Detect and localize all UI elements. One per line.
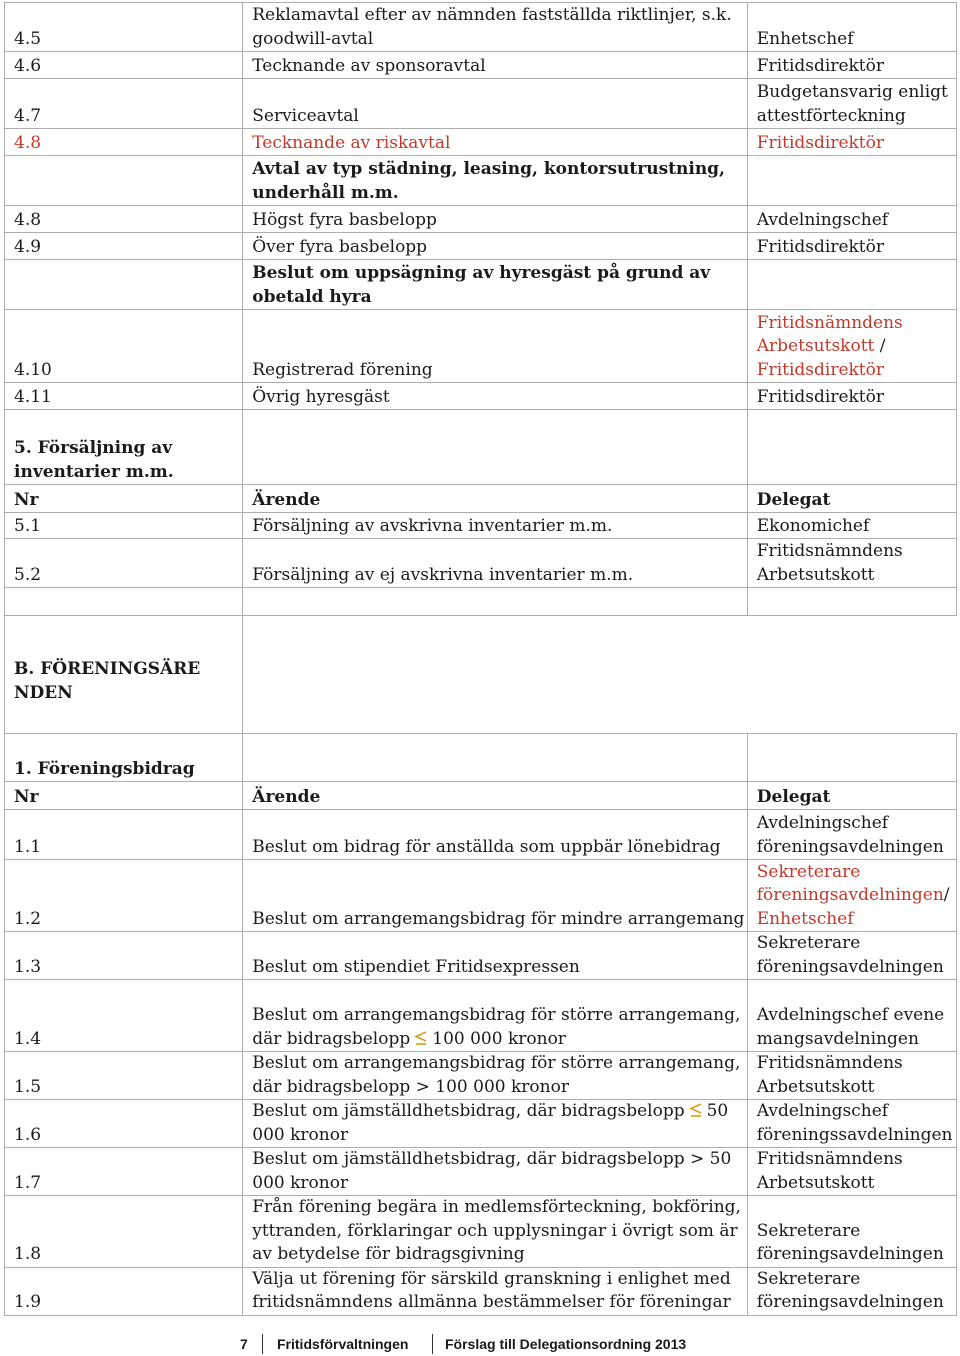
row-delegat: Fritidsdirektör [747, 233, 956, 260]
row-arende: Beslut om arrangemangsbidrag för större arrangemang, där bidragsbelopp > 100 000 kronor [243, 1052, 748, 1100]
table-row [5, 810, 957, 860]
row-delegat: Fritidsdirektör [747, 129, 956, 156]
table-row [5, 52, 957, 79]
table-row [5, 513, 957, 539]
header-nr: Nr [5, 485, 243, 513]
row-nr: 1.6 [5, 1100, 243, 1148]
row-arende: Serviceavtal [243, 79, 748, 129]
table-header-row [5, 485, 957, 513]
row-delegat: Fritidsdirektör [747, 383, 956, 410]
table-row [5, 860, 957, 932]
delegat-part: Sekreterare föreningsavdelningen [756, 861, 944, 905]
row-delegat: Sekreterare föreningsavdelningen [747, 1267, 956, 1315]
footer-org: Fritidsförvaltningen [277, 1336, 409, 1352]
row-nr: 4.9 [5, 233, 243, 260]
arende-text: Beslut om jämställdhetsbidrag, där bidragsbelopp [252, 1101, 685, 1121]
footer-divider [262, 1334, 263, 1354]
table-row [5, 1148, 957, 1196]
row-nr: 4.11 [5, 383, 243, 410]
row-delegat: Sekreterare föreningsavdelningen [747, 932, 956, 980]
less-than-or-equal-icon [689, 1102, 703, 1118]
row-arende: Beslut om stipendiet Fritidsexpressen [243, 932, 748, 980]
header-nr: Nr [5, 782, 243, 810]
delegat-part: Fritidsdirektör [756, 359, 884, 380]
row-delegat: Avdelningschef föreningssavdelningen [747, 1100, 956, 1148]
row-nr: 1.4 [5, 980, 243, 1052]
row-nr: 1.7 [5, 1148, 243, 1196]
page-number: 7 [240, 1336, 248, 1352]
delegat-separator: / [943, 885, 950, 905]
footer-divider [432, 1334, 433, 1354]
row-arende: Registrerad förening [243, 310, 748, 383]
row-nr: 4.8 [5, 206, 243, 233]
section-title: 1. Föreningsbidrag [5, 734, 243, 782]
row-arende: Från förening begära in medlemsförteckning, bokföring, yttranden, förklaringar och upplysningar i övrigt som är av betydelse för bidragsgivning [243, 1196, 748, 1268]
row-nr: 4.10 [5, 310, 243, 383]
less-than-or-equal-icon [414, 1030, 428, 1046]
arende-text: Beslut om arrangemangsbidrag för större arrangemang, där bidragsbelopp [252, 1005, 741, 1049]
section-title: B. FÖRENINGSÄRE NDEN [5, 616, 243, 734]
table-subhead-row [5, 260, 957, 310]
header-arende: Ärende [243, 782, 748, 810]
table-row [5, 932, 957, 980]
footer-doc-title: Förslag till Delegationsordning 2013 [445, 1336, 687, 1352]
arende-amount: 50 000 kronor [252, 1101, 729, 1145]
row-delegat: Fritidsnämndens Arbetsutskott [747, 1052, 956, 1100]
row-arende: Över fyra basbelopp [243, 233, 748, 260]
row-delegat: Sekreterare föreningsavdelningen [747, 1196, 956, 1268]
row-nr: 1.1 [5, 810, 243, 860]
section-title-row [5, 616, 957, 734]
subhead-text: Beslut om uppsägning av hyresgäst på grund av obetald hyra [243, 260, 748, 310]
row-nr: 1.3 [5, 932, 243, 980]
row-nr: 4.5 [5, 3, 243, 52]
row-nr: 4.7 [5, 79, 243, 129]
row-arende: Reklamavtal efter av nämnden fastställda riktlinjer, s.k. goodwill-avtal [243, 3, 748, 52]
row-arende: Välja ut förening för särskild granskning i enlighet med fritidsnämndens allmänna bestämmelser för föreningar [243, 1267, 748, 1315]
header-arende: Ärende [243, 485, 748, 513]
row-nr: 5.1 [5, 513, 243, 539]
section-title-row [5, 734, 957, 782]
table-row [5, 539, 957, 588]
row-arende: Försäljning av avskrivna inventarier m.m. [243, 513, 748, 539]
header-delegat: Delegat [747, 782, 956, 810]
row-arende: Övrig hyresgäst [243, 383, 748, 410]
row-nr: 4.6 [5, 52, 243, 79]
table-row [5, 1267, 957, 1315]
table-row [5, 383, 957, 410]
row-delegat: Enhetschef [747, 3, 956, 52]
delegat-separator: / [874, 336, 886, 356]
row-arende: Beslut om bidrag för anställda som uppbär lönebidrag [243, 810, 748, 860]
arende-amount: 100 000 kronor [432, 1028, 566, 1049]
row-delegat [747, 860, 956, 932]
header-delegat: Delegat [747, 485, 956, 513]
table-row [5, 980, 957, 1052]
empty-row [5, 588, 957, 616]
subhead-text: Avtal av typ städning, leasing, kontorsutrustning, underhåll m.m. [243, 156, 748, 206]
delegat-part: Enhetschef [756, 908, 854, 929]
table-row [5, 3, 957, 52]
row-delegat: Ekonomichef [747, 513, 956, 539]
row-nr: 1.5 [5, 1052, 243, 1100]
row-delegat: Avdelningschef [747, 206, 956, 233]
page-footer [0, 1334, 960, 1356]
table-row [5, 233, 957, 260]
row-arende: Tecknande av sponsoravtal [243, 52, 748, 79]
row-nr: 1.2 [5, 860, 243, 932]
table-row [5, 1196, 957, 1268]
row-nr: 1.8 [5, 1196, 243, 1268]
row-arende: Beslut om jämställdhetsbidrag, där bidragsbelopp > 50 000 kronor [243, 1148, 748, 1196]
row-nr: 5.2 [5, 539, 243, 588]
row-delegat: Budgetansvarig enligt attestförteckning [747, 79, 956, 129]
table-subhead-row [5, 156, 957, 206]
row-arende: Tecknande av riskavtal [243, 129, 748, 156]
row-arende [243, 980, 748, 1052]
table-header-row [5, 782, 957, 810]
row-arende [243, 1100, 748, 1148]
row-arende: Beslut om arrangemangsbidrag för mindre arrangemang [243, 860, 748, 932]
row-delegat: Fritidsnämndens Arbetsutskott [747, 1148, 956, 1196]
row-delegat: Fritidsdirektör [747, 52, 956, 79]
table-row [5, 1052, 957, 1100]
row-arende: Högst fyra basbelopp [243, 206, 748, 233]
row-nr: 1.9 [5, 1267, 243, 1315]
row-delegat [747, 310, 956, 383]
row-nr: 4.8 [5, 129, 243, 156]
row-delegat: Fritidsnämndens Arbetsutskott [747, 539, 956, 588]
row-delegat: Avdelningschef föreningsavdelningen [747, 810, 956, 860]
delegation-table [4, 2, 957, 1316]
row-arende: Försäljning av ej avskrivna inventarier m.m. [243, 539, 748, 588]
delegat-part: Fritidsnämndens Arbetsutskott [756, 312, 903, 356]
table-row [5, 129, 957, 156]
table-row [5, 206, 957, 233]
table-row [5, 310, 957, 383]
section-title-row [5, 410, 957, 485]
table-row [5, 1100, 957, 1148]
row-delegat: Avdelningschef evenemangsavdelningen [747, 980, 956, 1052]
section-title: 5. Försäljning av inventarier m.m. [5, 410, 243, 485]
table-row [5, 79, 957, 129]
